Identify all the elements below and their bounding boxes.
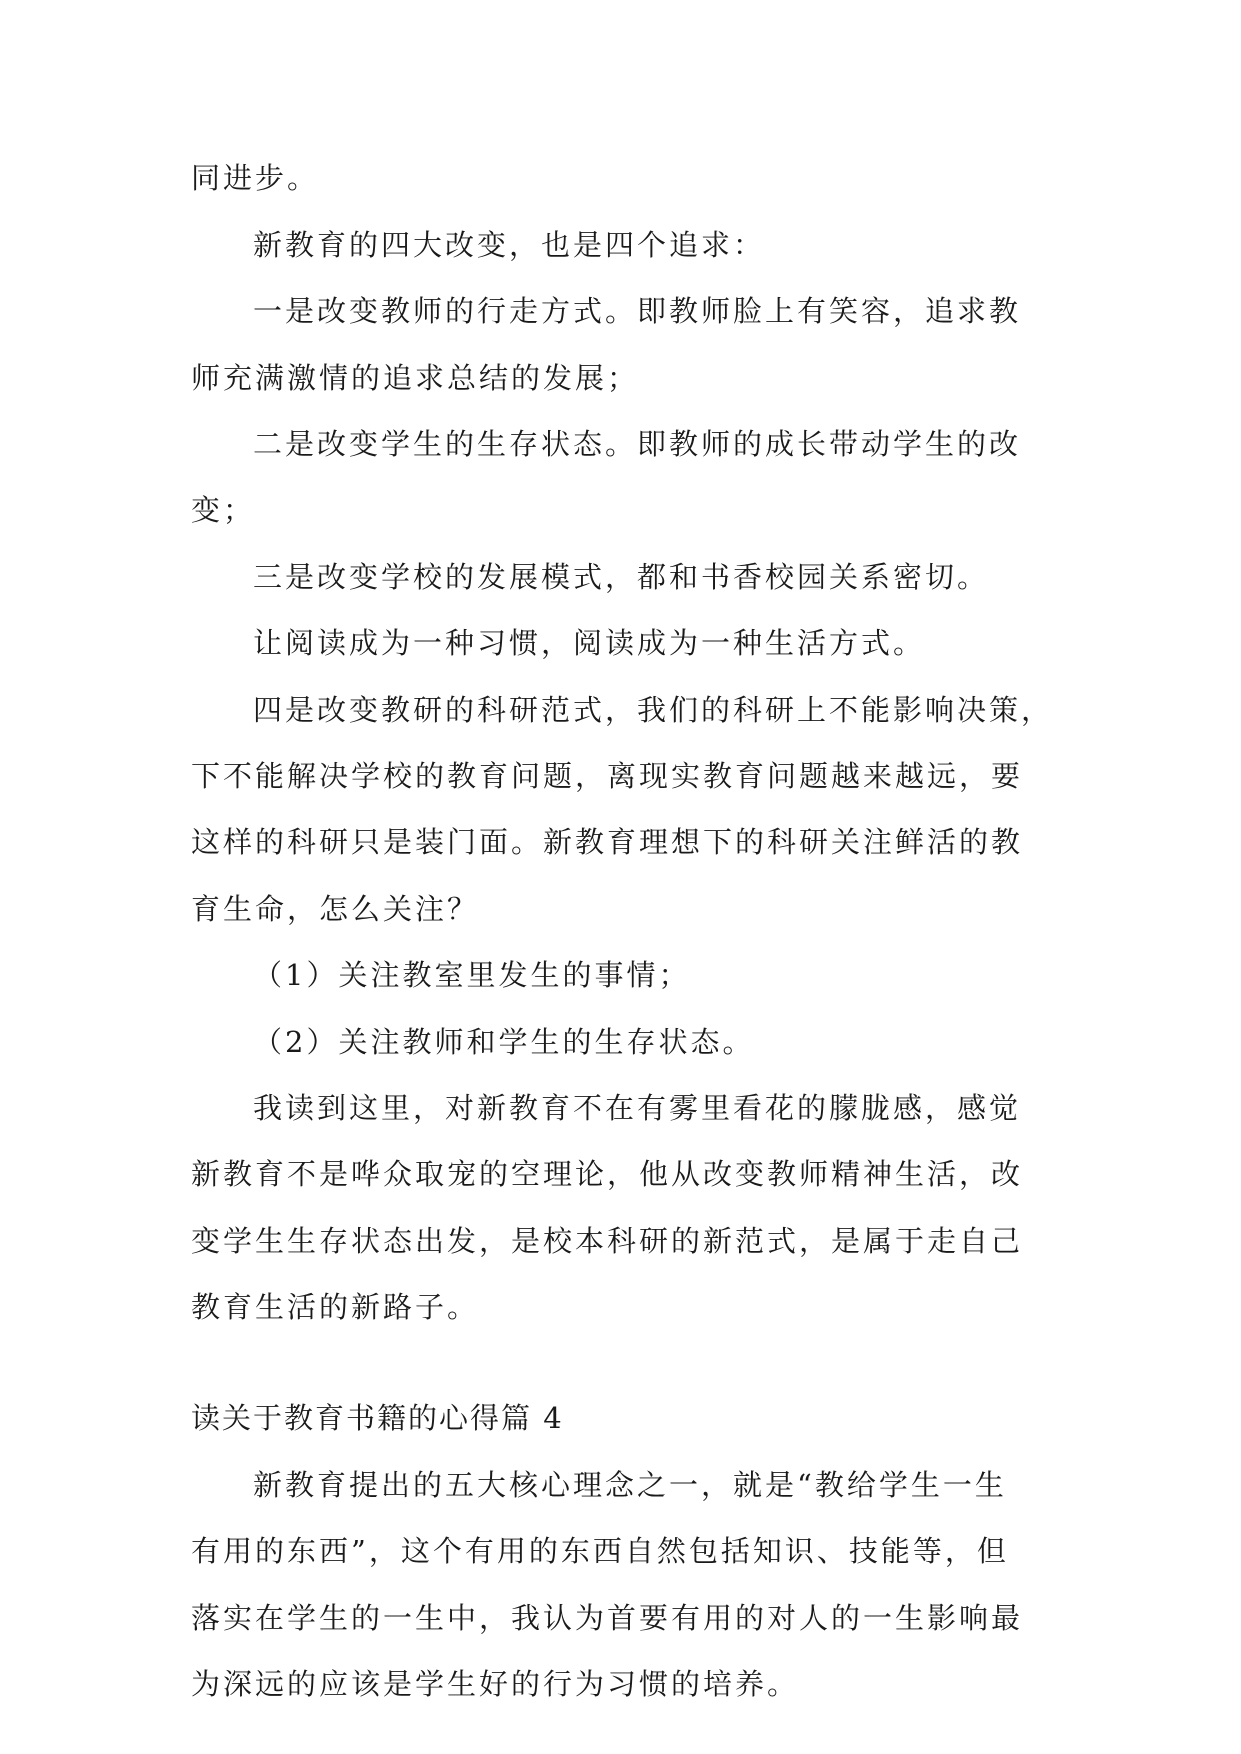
- paragraph-line: 有用的东西”，这个有用的东西自然包括知识、技能等，但: [191, 1534, 1009, 1568]
- paragraph-line: 一是改变教师的行走方式。即教师脸上有笑容，追求教: [253, 294, 1022, 328]
- paragraph-line: 教育生活的新路子。: [191, 1290, 480, 1324]
- paragraph-line: 新教育不是哗众取宠的空理论，他从改变教师精神生活，改: [191, 1157, 1024, 1191]
- paragraph-line: 为深远的应该是学生好的行为习惯的培养。: [191, 1667, 800, 1701]
- paragraph-line: 同进步。: [191, 161, 320, 195]
- paragraph-line: 让阅读成为一种习惯，阅读成为一种生活方式。: [253, 626, 926, 660]
- paragraph-line: 这样的科研只是装门面。新教育理想下的科研关注鲜活的教: [191, 825, 1024, 859]
- paragraph-line: 育生命，怎么关注？: [191, 892, 480, 926]
- paragraph-line: 变学生生存状态出发，是校本科研的新范式，是属于走自己: [191, 1224, 1024, 1258]
- paragraph-line: 新教育提出的五大核心理念之一，就是“教给学生一生: [253, 1468, 1007, 1502]
- paragraph-line: 下不能解决学校的教育问题，离现实教育问题越来越远，要: [191, 759, 1024, 793]
- list-item-line: （2）关注教师和学生的生存状态。: [253, 1025, 755, 1059]
- list-item-line: （1）关注教室里发生的事情；: [253, 958, 691, 992]
- paragraph-line: 师充满激情的追求总结的发展；: [191, 361, 640, 395]
- section-heading: 读关于教育书籍的心得篇 4: [191, 1401, 564, 1435]
- paragraph-line: 落实在学生的一生中，我认为首要有用的对人的一生影响最: [191, 1601, 1024, 1635]
- paragraph-line: 四是改变教研的科研范式，我们的科研上不能影响决策，: [253, 693, 1054, 727]
- paragraph-line: 二是改变学生的生存状态。即教师的成长带动学生的改: [253, 427, 1022, 461]
- paragraph-line: 新教育的四大改变，也是四个追求：: [253, 228, 766, 262]
- paragraph-line: 三是改变学校的发展模式，都和书香校园关系密切。: [253, 560, 990, 594]
- paragraph-line: 我读到这里，对新教育不在有雾里看花的朦胧感，感觉: [253, 1091, 1022, 1125]
- paragraph-line: 变；: [191, 493, 256, 527]
